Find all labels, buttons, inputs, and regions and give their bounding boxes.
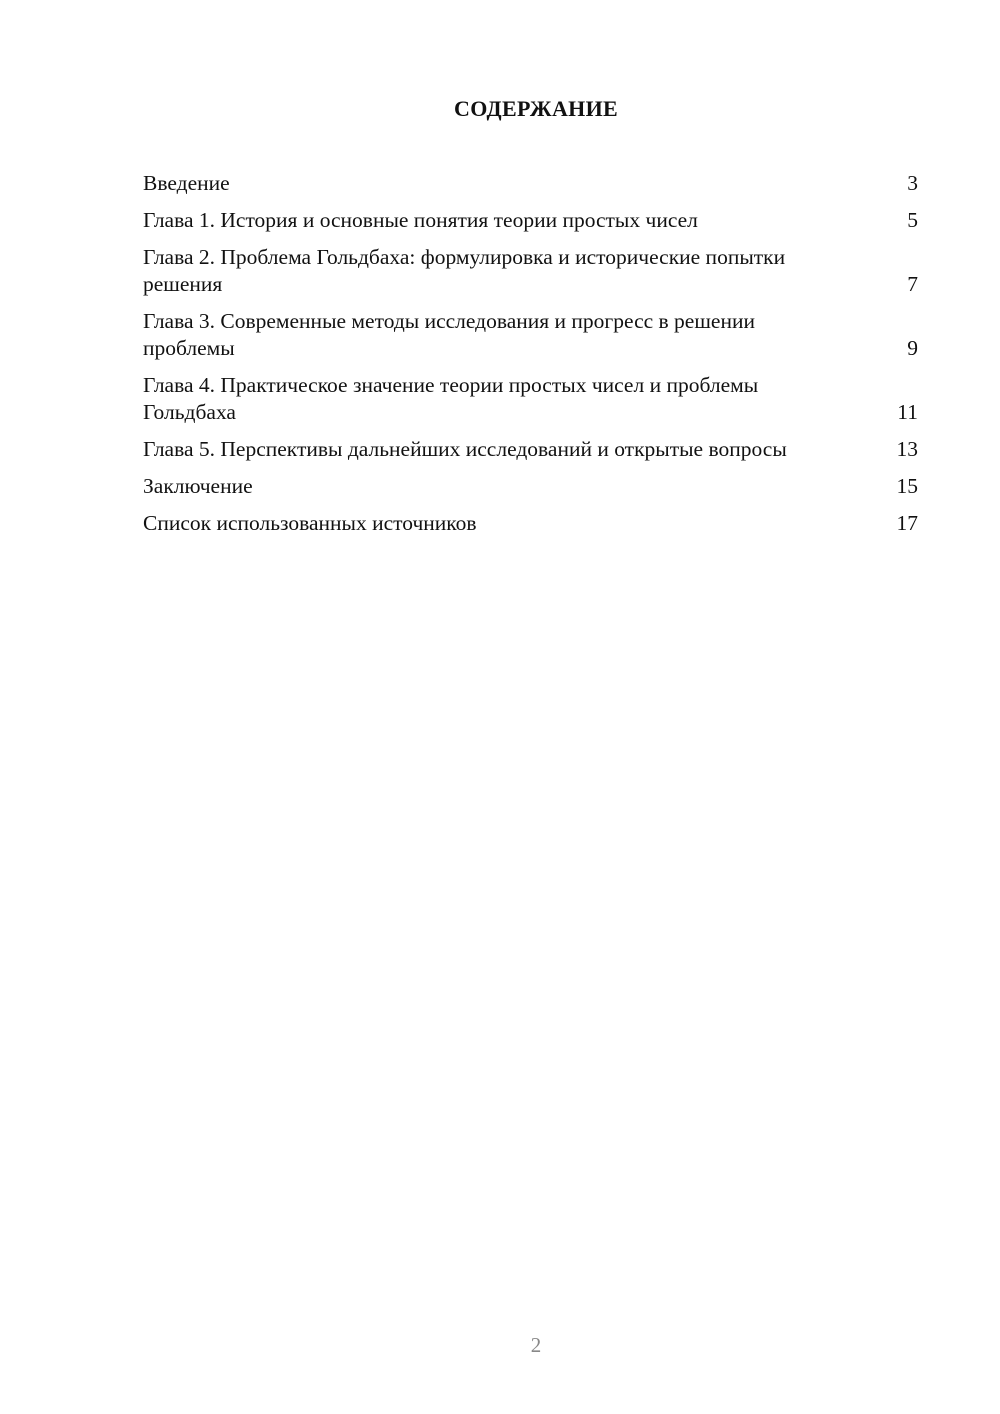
toc-entry-text: Глава 3. Современные методы исследования и прогресс в решении проблемы <box>143 309 755 360</box>
toc-entry-page: 13 <box>896 437 918 461</box>
toc-entry-page: 17 <box>896 511 918 535</box>
toc-entry-page: 5 <box>907 208 918 232</box>
toc-entry-page: 11 <box>897 400 918 424</box>
toc-entry-text: Глава 4. Практическое значение теории простых чисел и проблемы Гольдбаха <box>143 373 759 424</box>
toc-entry-chapter-3 <box>143 308 918 362</box>
toc-entry-text: Глава 5. Перспективы дальнейших исследований и открытые вопросы <box>143 437 787 461</box>
toc-entry-text: Введение <box>143 171 230 195</box>
toc-entry-chapter-2 <box>143 244 918 298</box>
toc-entry-text: Список использованных источников <box>143 511 477 535</box>
toc-entry-page: 9 <box>907 336 918 360</box>
table-of-contents <box>143 170 918 547</box>
toc-entry-text: Глава 2. Проблема Гольдбаха: формулировка и исторические попытки решения <box>143 245 786 296</box>
toc-entry-conclusion <box>143 473 918 500</box>
toc-entry-chapter-5 <box>143 436 918 463</box>
toc-entry-chapter-4 <box>143 372 918 426</box>
toc-entry-text: Заключение <box>143 474 253 498</box>
toc-entry-introduction <box>143 170 918 197</box>
page-number: 2 <box>530 1333 542 1357</box>
page-title: СОДЕРЖАНИЕ <box>454 96 618 121</box>
toc-entry-page: 3 <box>907 171 918 195</box>
toc-entry-page: 7 <box>907 272 918 296</box>
toc-entry-chapter-1 <box>143 207 918 234</box>
toc-entry-references <box>143 510 918 537</box>
toc-entry-page: 15 <box>896 474 918 498</box>
toc-entry-text: Глава 1. История и основные понятия теории простых чисел <box>143 208 698 232</box>
